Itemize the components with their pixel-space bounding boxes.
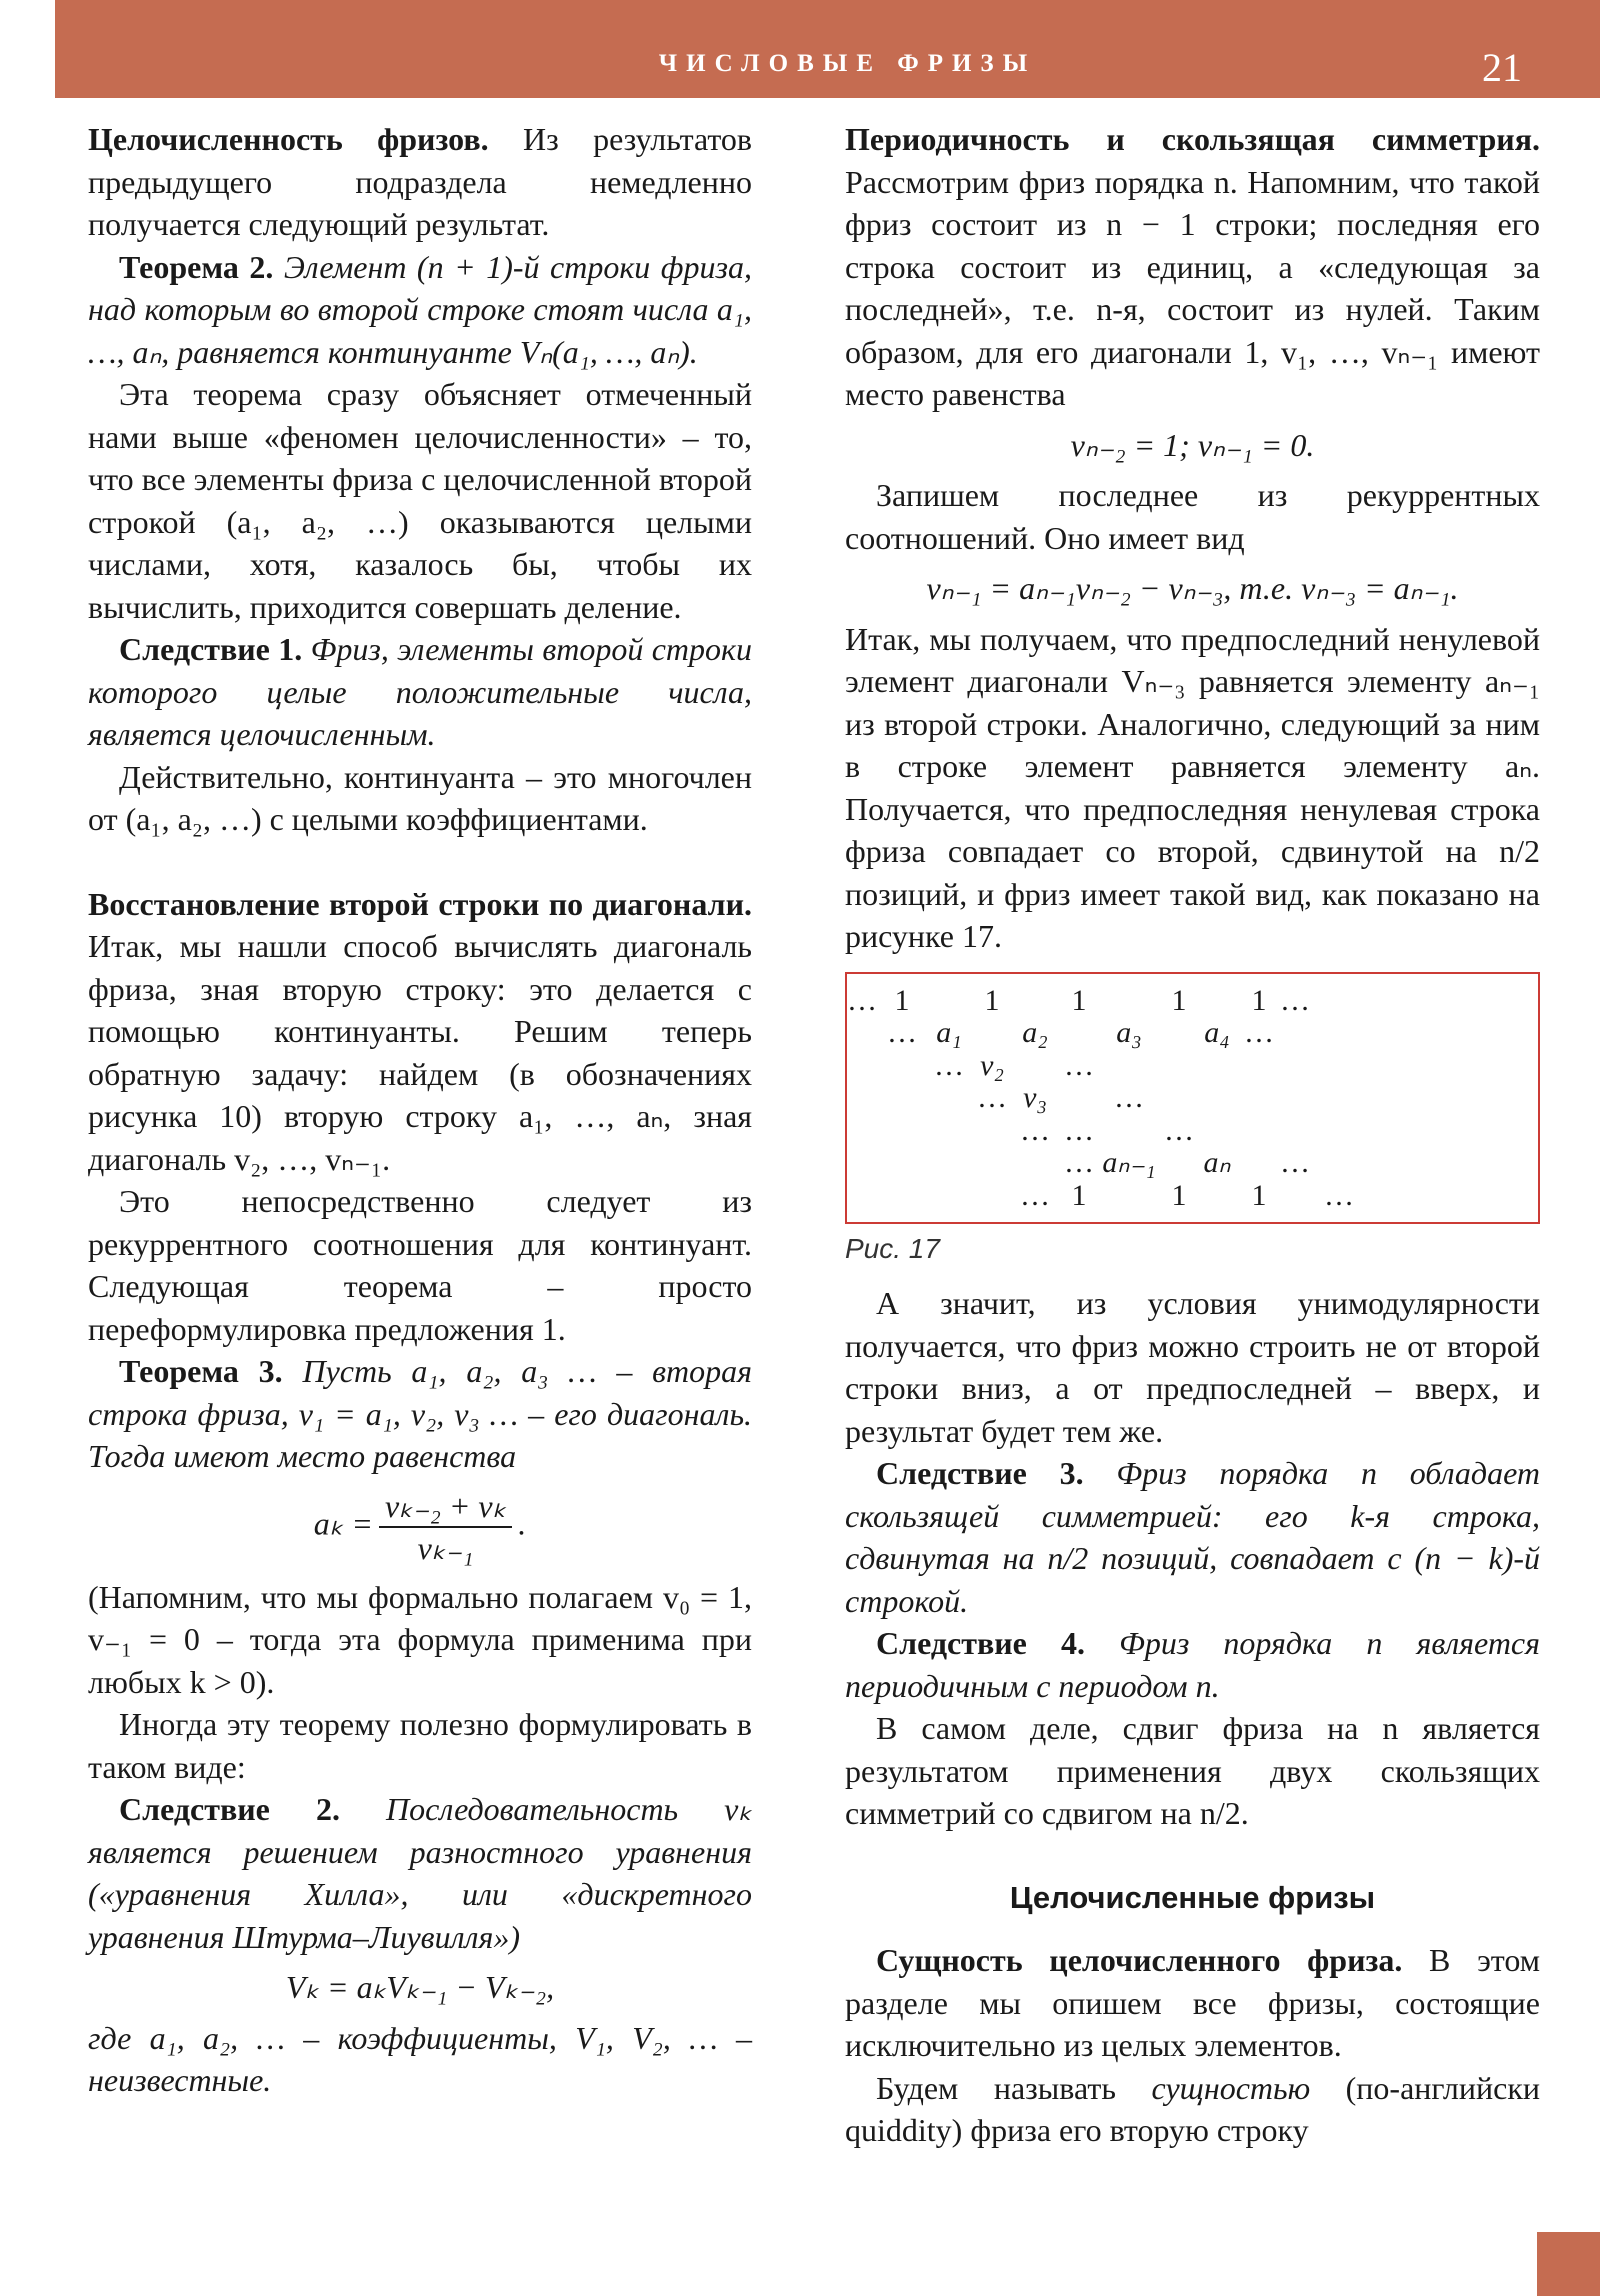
formula: vₙ₋₂ = 1; vₙ₋₁ = 0. [1070, 426, 1315, 463]
figure-cell: aₙ [1203, 1146, 1231, 1179]
figure-cell: 1 [1251, 983, 1267, 1017]
paragraph [845, 1939, 1540, 2067]
run-in-heading: Восстановление второй строки по диагонали. [88, 885, 752, 922]
paragraph [88, 756, 752, 841]
paragraph [88, 1180, 752, 1350]
paragraph [88, 1576, 752, 1704]
paragraph [88, 1788, 752, 1958]
paragraph [845, 2067, 1540, 2152]
text-run: Итак, мы получаем, что предпоследний ненулевой элемент диагонали Vₙ₋₃ равняется элементу aₙ₋₁ из второй строки. Аналогично, следующий за ним в строке элемент равняется элементу aₙ. Получается, что предпоследняя ненулевая строка фриза совпадает со второй, сдвинутой на n/2 позиций, и фриз имеет такой вид, как показано на рисунке 17. [845, 620, 1540, 954]
figure-cell: v₃ [1023, 1081, 1047, 1114]
figure-cell: … [1020, 1178, 1050, 1212]
paragraph [845, 1282, 1540, 1452]
figure-cell: … [977, 1081, 1007, 1114]
text-run: Действительно, континуанта – это многочлен от (a₁, a₂, …) с целыми коэффициентами. [88, 758, 752, 837]
run-in-heading: Сущность целочисленного фриза. [876, 1942, 1403, 1978]
fraction-formula [88, 1486, 752, 1568]
text-run: Запишем последнее из рекуррентных соотношений. Оно имеет вид [845, 477, 1540, 556]
paragraph [88, 1703, 752, 1788]
text-run: Это непосредственно следует из рекуррентного соотношения для континуант. Следующая теорема – просто переформулировка предложения 1. [88, 1183, 752, 1347]
figure-cell: … [1280, 983, 1310, 1017]
text-run: Фриз порядка n обладает скользящей симметрией: его k-я строка, сдвинутая на n/2 позиций, совпадает с (n − k)-й строкой. [845, 1455, 1540, 1619]
text-run: Последовательность vₖ является решением разностного уравнения («уравнения Хилла», или «дискретного уравнения Штурма–Лиувилля») [88, 1791, 752, 1955]
corner-tab [1537, 2232, 1600, 2296]
figure-cell: … [1064, 1113, 1094, 1147]
text-run: Итак, мы нашли способ вычислять диагональ фриза, зная вторую строку: это делается с помощью континуанты. Решим теперь обратную задачу: найдем (в обозначениях рисунка 10) вторую строку a₁, …, aₙ, зная диагональ v₂, …, vₙ₋₁. [88, 928, 752, 1177]
paragraph [845, 118, 1540, 416]
figure-cell: 1 [1171, 1178, 1187, 1212]
paragraph [845, 1452, 1540, 1622]
text-run: Рассмотрим фриз порядка n. Напомним, что такой фриз состоит из n − 1 строки; последняя его строка состоит из единиц, а «следующая за последней», т.е. n-я, состоит из нулей. Таким образом, для его диагонали 1, v₁, …, vₙ₋₁ имеют место равенства [845, 163, 1540, 412]
figure-cell: 1 [1071, 983, 1087, 1017]
run-in-heading: Следствие 2. [119, 1791, 340, 1827]
paragraph [845, 1622, 1540, 1707]
figure-cell: … [1164, 1113, 1194, 1147]
run-in-heading: Целочисленность фризов. [88, 121, 489, 157]
figure-caption: Рис. 17 [845, 1232, 940, 1264]
figure-cell: … [1020, 1113, 1050, 1147]
figure-cell: … [1280, 1146, 1310, 1179]
text-run: сущностью [1151, 2069, 1311, 2106]
figure-cell: 1 [1251, 1178, 1267, 1212]
figure-cell: a₂ [1022, 1016, 1048, 1049]
text-run: А значит, из условия унимодулярности получается, что фриз можно строить не от второй строки вниз, а от предпоследней – вверх, и результат будет тем же. [845, 1285, 1540, 1449]
figure-cell: … [1064, 1048, 1094, 1082]
text-run: Фриз порядка n является периодичным с периодом n. [845, 1625, 1540, 1704]
paragraph [88, 118, 752, 246]
figure-cell: v₂ [980, 1048, 1004, 1082]
text-run: В самом деле, сдвиг фриза на n является результатом применения двух скользящих симметрий со сдвигом на n/2. [845, 1710, 1540, 1831]
figure-cell: … [1064, 1146, 1094, 1179]
figure-cell: … [1114, 1081, 1144, 1114]
formula-lhs: aₖ = [313, 1504, 373, 1541]
running-title: ЧИСЛОВЫЕ ФРИЗЫ [658, 50, 1037, 77]
running-header [55, 0, 1600, 98]
text-run: Элемент (n + 1)-й строки фриза, над которым во второй строке стоят числа a₁, …, aₙ, равняется континуанте Vₙ(a₁, …, aₙ). [88, 248, 753, 370]
frieze-figure [845, 972, 1540, 1224]
text-run: Иногда эту теорему полезно формулировать в таком виде: [88, 1706, 752, 1785]
figure-cell: … [887, 1016, 917, 1049]
run-in-heading: Следствие 3. [876, 1455, 1084, 1491]
figure-cell: a₁ [936, 1016, 962, 1049]
text-run: Будем называть [876, 2069, 1152, 2106]
left-column [88, 118, 752, 2102]
text-run: Эта теорема сразу объясняет отмеченный нами выше «феномен целочисленности» – то, что все элементы фриза с целочисленной второй строкой (a₁, a₂, …) оказываются целыми числами, хотя, казалось бы, чтобы их вычислить, приходится совершать деление. [88, 376, 752, 625]
paragraph [845, 474, 1540, 559]
run-in-heading: Теорема 2. [119, 248, 274, 285]
run-in-heading: Теорема 3. [119, 1353, 283, 1389]
figure-cell: 1 [984, 983, 1000, 1017]
run-in-heading: Следствие 1. [119, 631, 303, 667]
figure-cell: a₄ [1204, 1016, 1230, 1049]
run-in-heading: Периодичность и скользящая симметрия. [845, 121, 1540, 157]
figure-cell: … [1324, 1178, 1354, 1212]
paragraph [88, 1350, 752, 1478]
figure-cell: 1 [1171, 983, 1187, 1017]
fraction [379, 1486, 512, 1568]
paragraph [845, 1707, 1540, 1835]
text-run: где a₁, a₂, … – коэффициенты, V₁, V₂, … – неизвестные. [88, 2019, 752, 2098]
section-heading: Целочисленные фризы [1009, 1879, 1376, 1915]
right-column [845, 118, 1540, 2218]
paragraph [88, 246, 752, 374]
run-in-heading: Следствие 4. [876, 1625, 1085, 1661]
paragraph [88, 373, 752, 628]
figure-cell: a₃ [1116, 1016, 1142, 1049]
text-run: (Напомним, что мы формально полагаем v₀ = 1, v₋₁ = 0 – тогда эта формула применима при любых k > 0). [88, 1578, 752, 1700]
figure-cell: … [934, 1048, 964, 1082]
text-run: (по-английски quiddity) фриза его вторую строку [845, 2069, 1540, 2148]
formula: vₙ₋₁ = aₙ₋₁vₙ₋₂ − vₙ₋₃, т.е. vₙ₋₃ = aₙ₋₁. [926, 570, 1459, 606]
figure-cell: 1 [1071, 1178, 1087, 1212]
paragraph [88, 628, 752, 756]
figure-cell: … [1244, 1016, 1274, 1049]
figure-cell: 1 [894, 983, 910, 1017]
numerator: vₖ₋₂ + vₖ [379, 1486, 512, 1528]
text-run: Фриз, элементы второй строки которого целые положительные числа, является целочисленным. [88, 631, 752, 752]
formula: Vₖ = aₖVₖ₋₁ − Vₖ₋₂, [285, 1969, 555, 2005]
denominator: vₖ₋₁ [417, 1529, 474, 1566]
page-number: 21 [1482, 45, 1522, 90]
figure-cell: aₙ₋₁ [1102, 1146, 1156, 1179]
paragraph [88, 883, 752, 1181]
text-run: Пусть a₁, a₂, a₃ … – вторая строка фриза, v₁ = a₁, v₂, v₃ … – его диагональ. Тогда имеют место равенства [88, 1353, 753, 1474]
paragraph [88, 2017, 752, 2102]
figure-cell: … [847, 983, 877, 1017]
formula-tail: . [518, 1504, 527, 1541]
text-run: В этом разделе мы опишем все фризы, состоящие исключительно из целых элементов. [845, 1942, 1540, 2063]
paragraph [845, 618, 1540, 958]
text-run: Из результатов предыдущего подраздела немедленно получается следующий результат. [88, 121, 753, 242]
